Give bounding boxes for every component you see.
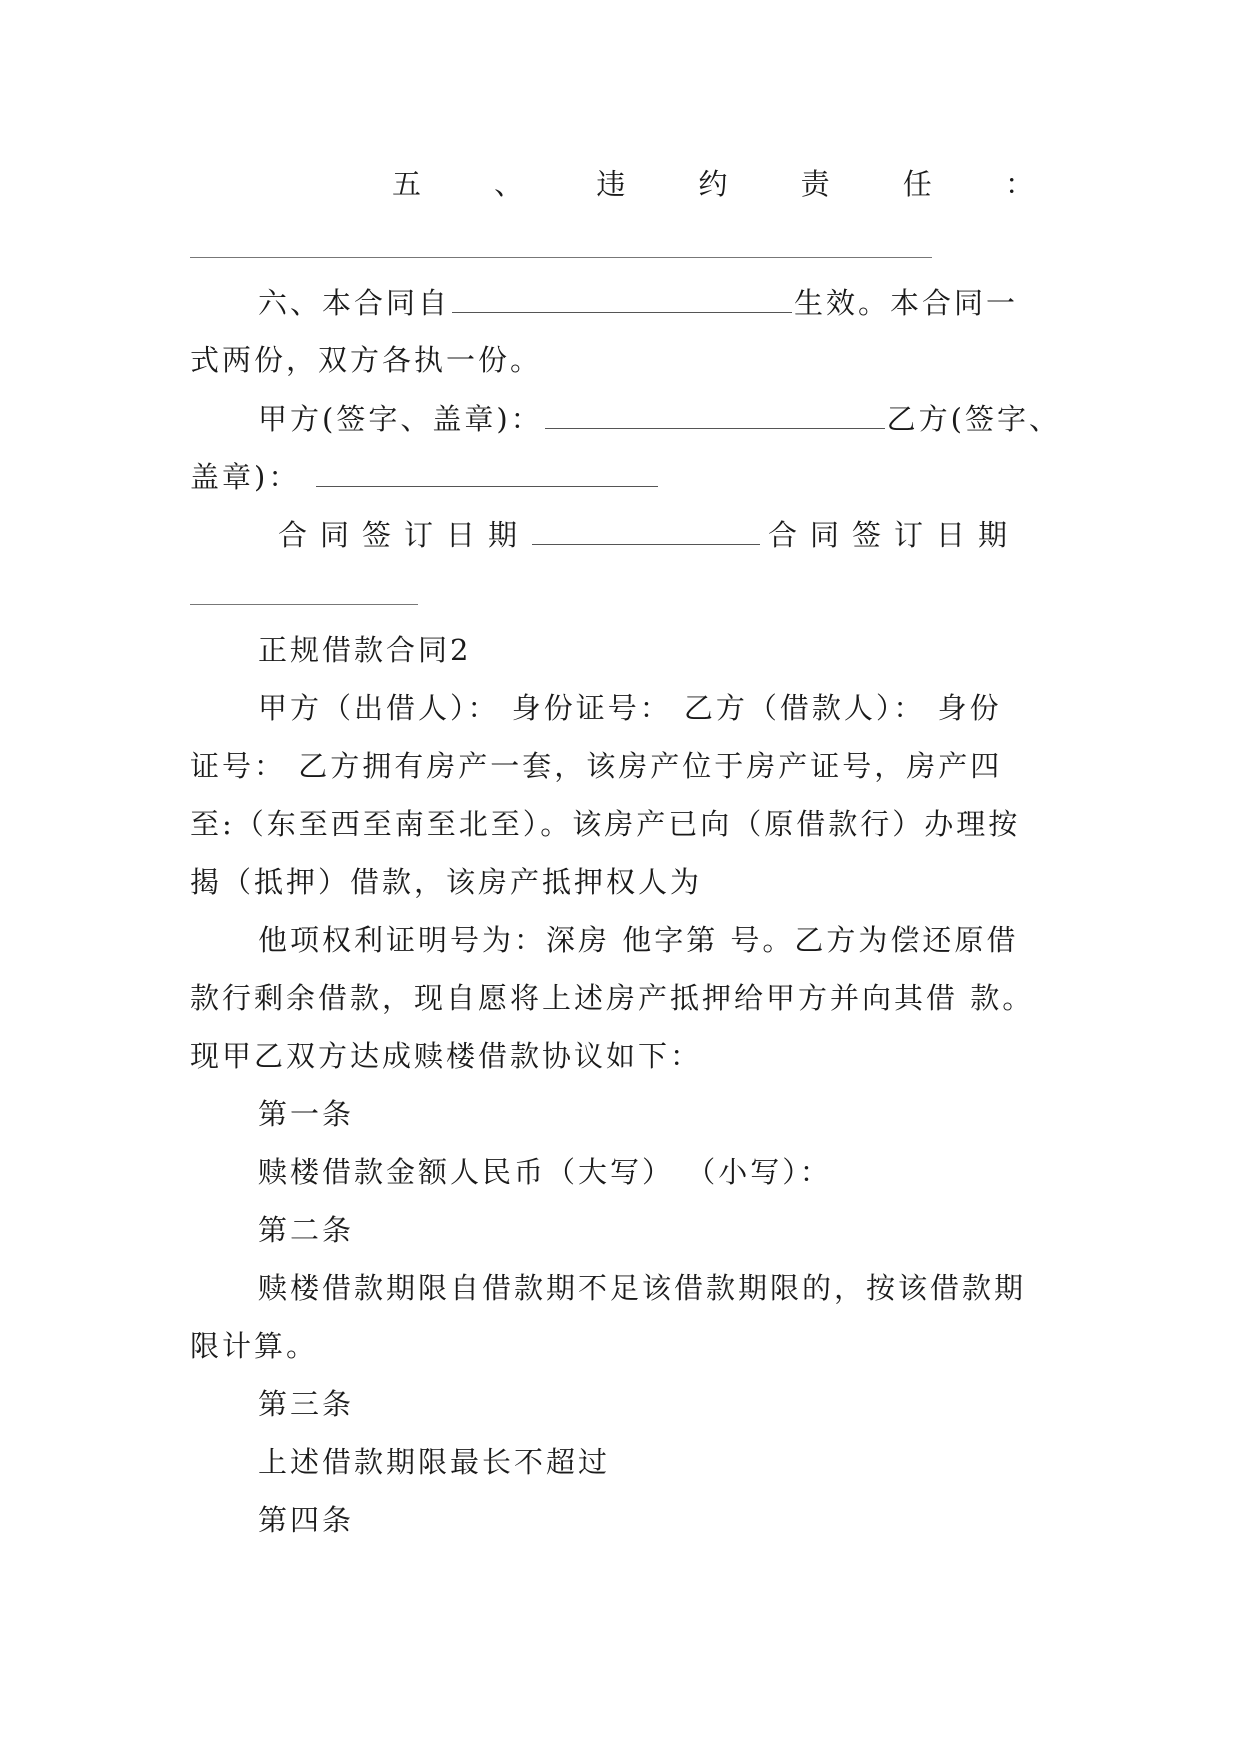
date-label-b: 合同签订日期: [768, 518, 1021, 552]
party-b-label: 乙方(签字、: [886, 402, 1061, 436]
section5-char: 任: [902, 167, 935, 201]
contract2-para1-l1: 甲方（出借人）： 身份证号： 乙方（借款人）： 身份: [258, 691, 1002, 725]
section5-char: ：: [1004, 167, 1037, 201]
section6-line1: [258, 282, 1060, 323]
article2-text-l1: 赎楼借款期限自借款期不足该借款期限的，按该借款期: [258, 1271, 1027, 1305]
party-b-label-cont: 盖章)：: [190, 460, 301, 494]
article1-text: 赎楼借款金额人民币（大写） （小写）：: [258, 1155, 832, 1189]
section5-char: 约: [698, 167, 731, 201]
contract2-para2-l2: 款行剩余借款，现自愿将上述房产抵押给甲方并向其借 款。: [190, 981, 1035, 1015]
section5-blank-line: [190, 257, 932, 258]
signing-date-line: [278, 514, 1060, 555]
signature-line2: [190, 456, 1060, 497]
date-a-blank[interactable]: [532, 514, 760, 545]
contract2-para2-l3: 现甲乙双方达成赎楼借款协议如下：: [190, 1039, 703, 1073]
article4-title: 第四条: [258, 1503, 355, 1537]
section5-heading: [392, 164, 1037, 204]
contract2-para1-l3: 至:（东至西至南至北至）。该房产已向（原借款行）办理按: [190, 807, 1021, 841]
article1-title: 第一条: [258, 1097, 355, 1131]
article2-title: 第二条: [258, 1213, 355, 1247]
section6-text-a: 六、本合同自: [258, 286, 451, 320]
article3-title: 第三条: [258, 1387, 355, 1421]
article2-text-l2: 限计算。: [190, 1329, 319, 1363]
section5-char: 责: [800, 167, 833, 201]
effective-date-blank[interactable]: [452, 282, 792, 313]
contract2-title: 正规借款合同2: [258, 633, 472, 667]
section5-char: 五: [392, 167, 425, 201]
section5-char: 违: [596, 167, 629, 201]
article3-text: 上述借款期限最长不超过: [258, 1445, 611, 1479]
signature-line1: [258, 398, 1060, 439]
party-b-signature-blank[interactable]: [316, 456, 658, 487]
party-a-signature-blank[interactable]: [545, 398, 885, 429]
contract2-para1-l4: 揭（抵押）借款，该房产抵押权人为: [190, 865, 703, 899]
contract2-para1-l2: 证号： 乙方拥有房产一套，该房产位于房产证号，房产四: [190, 749, 1003, 783]
date-b-blank[interactable]: [190, 604, 418, 605]
section6-text-b: 生效。本合同一: [794, 286, 1019, 320]
date-label-a: 合同签订日期: [278, 518, 531, 552]
contract2-para2-l1: 他项权利证明号为：深房 他字第 号。乙方为偿还原借: [258, 923, 1019, 957]
section5-char: 、: [494, 167, 527, 201]
party-a-label: 甲方(签字、盖章)：: [258, 402, 543, 436]
section6-line2: 式两份，双方各执一份。: [190, 343, 543, 377]
